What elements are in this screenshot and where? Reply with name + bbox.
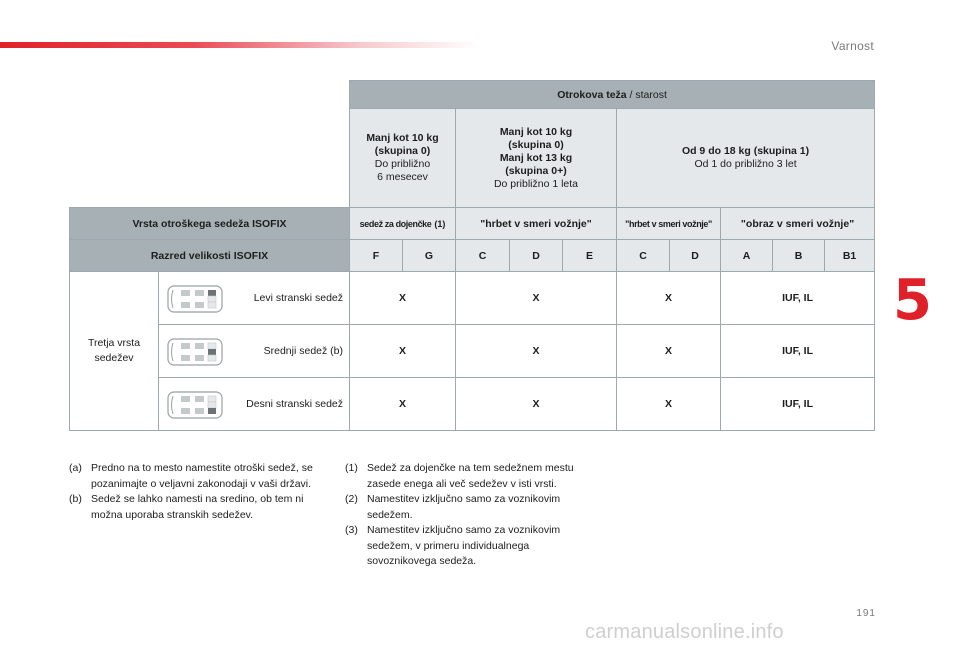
cell-value: X	[617, 378, 721, 431]
isofix-table	[69, 80, 875, 431]
cell-value: IUF, IL	[721, 378, 875, 431]
note-item: (3) Namestitev izključno samo za voznikovim sedežem, v primeru individualnega sovoznikovega sedeža.	[345, 524, 561, 567]
red-header-bar	[0, 42, 480, 48]
cell-value: IUF, IL	[721, 272, 875, 325]
size-class-cell: B	[773, 240, 825, 272]
note-item: (1) Sedež za dojenčke na tem sedežnem mestu zasede enega ali več sedežev v isti vrsti.	[345, 462, 574, 490]
blank-cell	[70, 109, 350, 208]
seat-position-right: Desni stranski sedež	[159, 378, 350, 431]
weight-group-3: Od 9 do 18 kg (skupina 1) Od 1 do približno 3 let	[617, 109, 875, 208]
cell-value: X	[617, 325, 721, 378]
weight-group-2: Manj kot 10 kg (skupina 0) Manj kot 13 kg (skupina 0+) Do približno 1 leta	[456, 109, 617, 208]
cell-value: IUF, IL	[721, 325, 875, 378]
page-number: 191	[856, 608, 876, 619]
notes-left	[69, 461, 327, 523]
size-class-cell: D	[510, 240, 563, 272]
weight-group-1: Manj kot 10 kg (skupina 0) Do približno 6 mesecev	[350, 109, 456, 208]
notes-right	[345, 461, 595, 570]
size-class-cell: F	[350, 240, 403, 272]
seat-type-label: Vrsta otroškega sedeža ISOFIX	[70, 208, 350, 240]
size-class-cell: B1	[825, 240, 875, 272]
cell-value: X	[456, 378, 617, 431]
size-class-cell: C	[456, 240, 510, 272]
row-group-label: Tretja vrsta sedežev	[70, 272, 159, 431]
cell-value: X	[350, 272, 456, 325]
seat-position-middle: Srednji sedež (b)	[159, 325, 350, 378]
note-item: (a) Predno na to mesto namestite otroški sedež, se pozanimajte o veljavni zakonodaji v vaši državi.	[69, 462, 313, 490]
car-seat-position-icon	[167, 284, 223, 314]
blank-cell	[70, 81, 350, 109]
child-weight-header: Otrokova teža / starost	[350, 81, 875, 109]
section-title: Varnost	[831, 39, 874, 53]
note-item: (b) Sedež se lahko namesti na sredino, ob tem ni možna uporaba stranskih sedežev.	[69, 493, 304, 521]
size-class-cell: C	[617, 240, 670, 272]
seat-type-infant: sedež za dojenčke (1)	[350, 208, 456, 240]
watermark: carmanualsonline.info	[585, 621, 784, 643]
seat-type-forward-facing: "obraz v smeri vožnje"	[721, 208, 875, 240]
seat-position-left: Levi stranski sedež	[159, 272, 350, 325]
chapter-number: 5	[893, 268, 932, 333]
size-class-cell: G	[403, 240, 456, 272]
size-class-label: Razred velikosti ISOFIX	[70, 240, 350, 272]
seat-type-rear-facing-1: "hrbet v smeri vožnje"	[456, 208, 617, 240]
cell-value: X	[350, 378, 456, 431]
cell-value: X	[456, 272, 617, 325]
seat-type-rear-facing-2: "hrbet v smeri vožnje"	[617, 208, 721, 240]
cell-value: X	[456, 325, 617, 378]
size-class-cell: A	[721, 240, 773, 272]
car-seat-position-icon	[167, 337, 223, 367]
car-seat-position-icon	[167, 390, 223, 420]
size-class-cell: E	[563, 240, 617, 272]
cell-value: X	[350, 325, 456, 378]
size-class-cell: D	[670, 240, 721, 272]
note-item: (2) Namestitev izključno samo za voznikovim sedežem.	[345, 493, 561, 521]
cell-value: X	[617, 272, 721, 325]
